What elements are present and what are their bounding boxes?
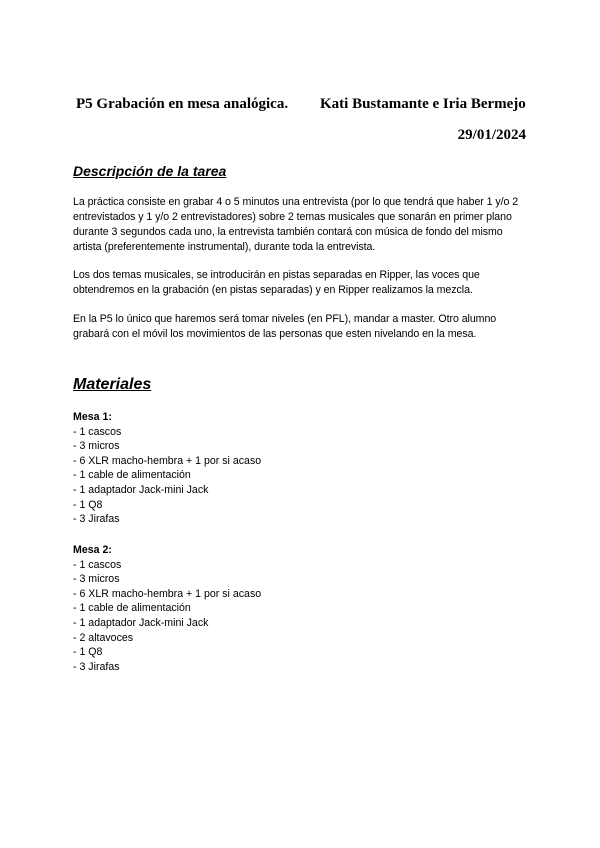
- list-item: - 1 adaptador Jack-mini Jack: [73, 616, 209, 629]
- list-item: - 6 XLR macho-hembra + 1 por si acaso: [73, 454, 262, 467]
- list-item: - 3 micros: [73, 573, 120, 586]
- description-paragraph-2: Los dos temas musicales, se introducirán en pistas separadas en Ripper, las voces que obtendremos en la grabación (en pistas separadas) y en Ripper realizamos la mezcla.: [73, 269, 480, 296]
- document-date: 29/01/2024: [457, 127, 526, 143]
- mesa-1-title: Mesa 1:: [73, 411, 112, 423]
- list-item: - 3 Jirafas: [73, 513, 120, 526]
- description-paragraph-1: La práctica consiste en grabar 4 o 5 minutos una entrevista (por lo que tendrá que haber 1 y/o 2 entrevistados y 1 y/o 2 entrevistadores) sobre 2 temas musicales que sonarán en primer plano durante 3 segundos cada uno, la entrevista también contará con música de fondo del mismo artista (preferentemente instrumental), durante toda la entrevista.: [73, 196, 519, 253]
- list-item: - 3 Jirafas: [73, 660, 120, 673]
- description-paragraph-3: En la P5 lo único que haremos será tomar niveles (en PFL), mandar a master. Otro alumno grabará con el móvil los movimientos de las personas que esten nivelando en la mesa.: [73, 313, 497, 340]
- list-item: - 1 cascos: [73, 425, 122, 438]
- authors: Kati Bustamante e Iria Bermejo: [320, 96, 526, 112]
- mesa-1-list: [73, 410, 261, 527]
- mesa-2-list: [73, 543, 261, 674]
- description-heading: Descripción de la tarea: [73, 163, 227, 179]
- list-item: - 1 cable de alimentación: [73, 602, 191, 615]
- list-item: - 1 Q8: [73, 646, 103, 659]
- list-item: - 1 cable de alimentación: [73, 469, 191, 482]
- list-item: - 3 micros: [73, 440, 120, 453]
- list-item: - 1 Q8: [73, 498, 103, 511]
- list-item: - 1 adaptador Jack-mini Jack: [73, 483, 209, 496]
- header-line: [76, 96, 526, 113]
- document-title: P5 Grabación en mesa analógica.: [76, 96, 289, 112]
- materials-heading: Materiales: [73, 376, 152, 393]
- list-item: - 2 altavoces: [73, 631, 134, 644]
- mesa-2-title: Mesa 2:: [73, 544, 112, 556]
- list-item: - 1 cascos: [73, 558, 122, 571]
- list-item: - 6 XLR macho-hembra + 1 por si acaso: [73, 587, 262, 600]
